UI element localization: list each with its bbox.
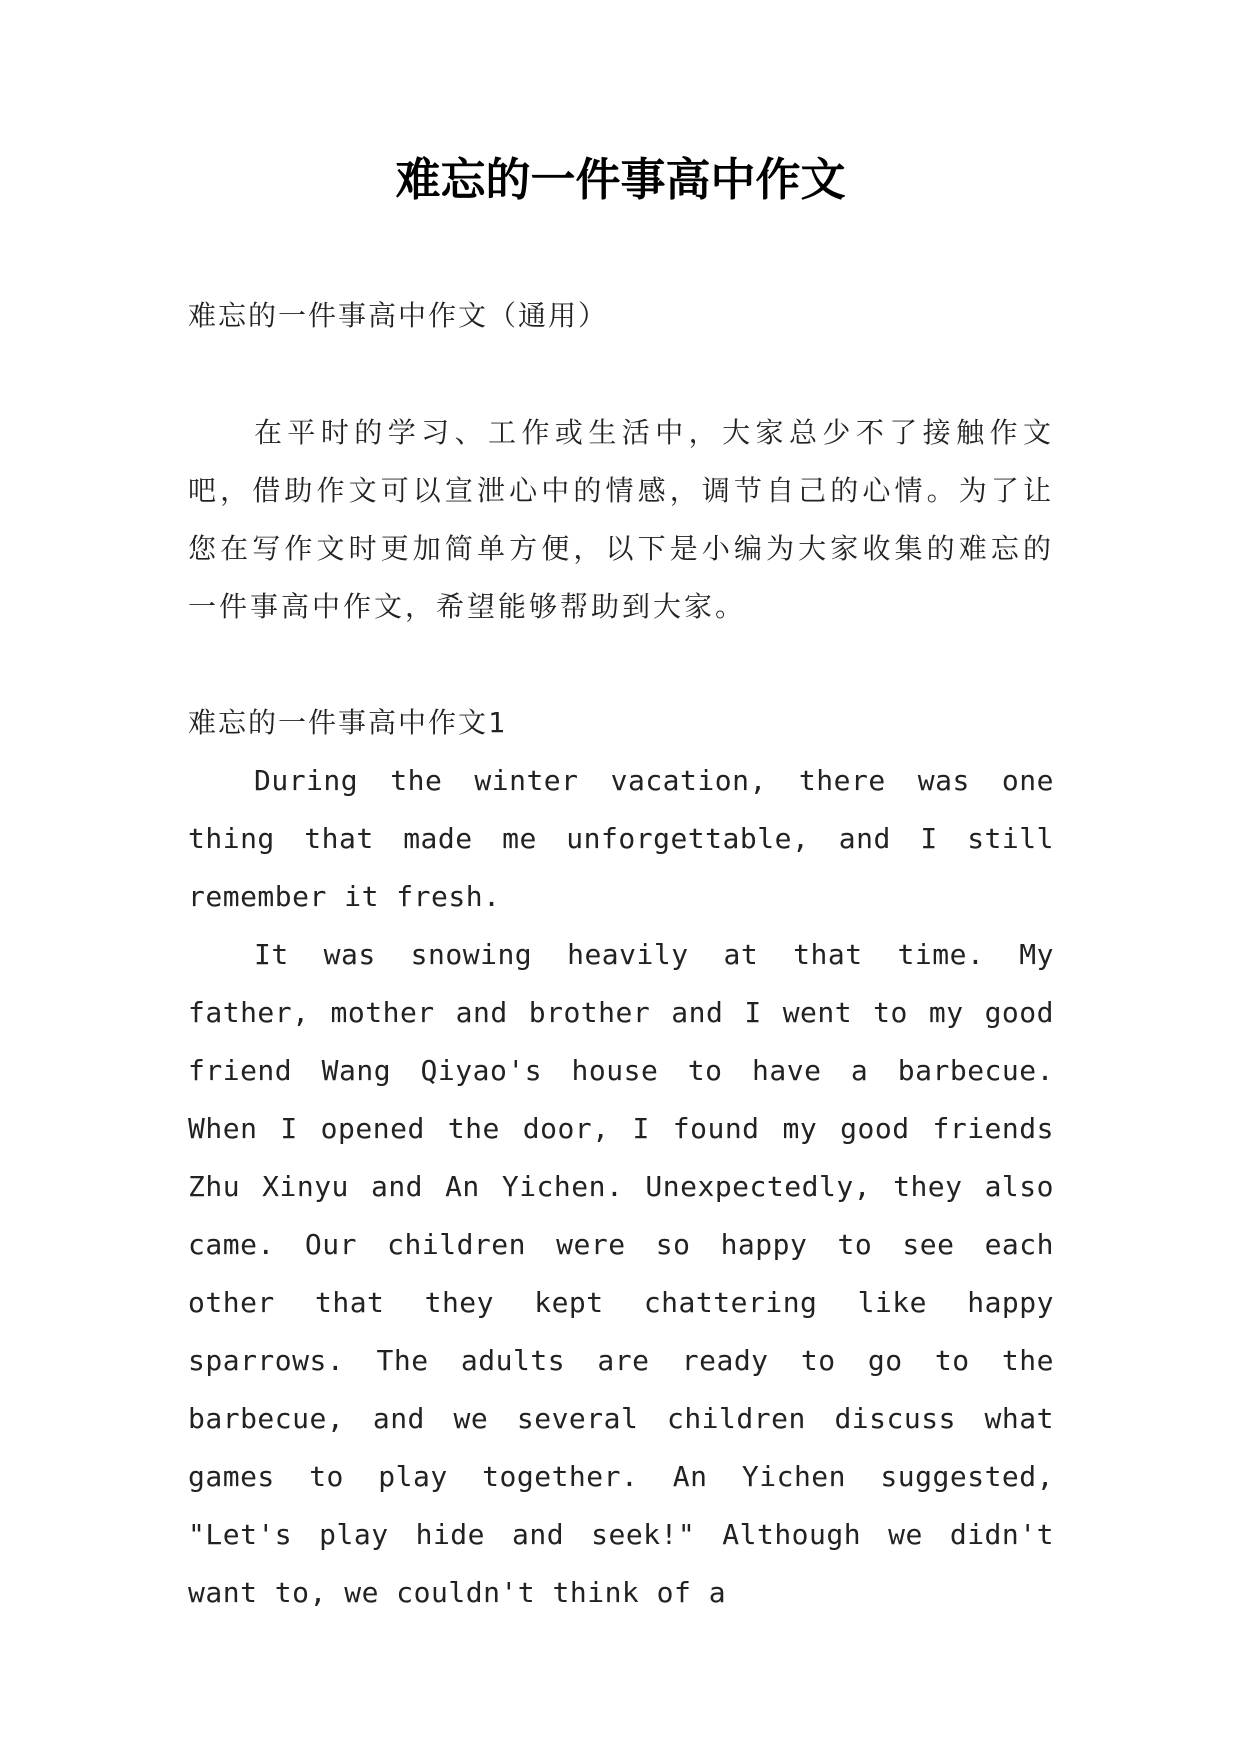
- document-title: 难忘的一件事高中作文: [395, 153, 846, 206]
- section-heading: 难忘的一件事高中作文1: [188, 706, 507, 739]
- intro-paragraph: 在平时的学习、工作或生活中，大家总少不了接触作文吧，借助作文可以宣泄心中的情感，调节自己的心情。为了让您在写作文时更加简单方便，以下是小编为大家收集的难忘的一件事高中作文，希望能够帮助到大家。: [188, 416, 1054, 623]
- document-subtitle: 难忘的一件事高中作文（通用）: [188, 299, 609, 332]
- essay-paragraph-2: It was snowing heavily at that time. My father, mother and brother and I went to my good friend Wang Qiyao's house to have a barbecue. When I opened the door, I found my good friends Zhu Xinyu and An Yichen. Unexpectedly, they also came. Our children were so happy to see each other that they kept chattering like happy sparrows. The adults are ready to go to the barbecue, and we several children discuss what games to play together. An Yichen suggested, "Let's play hide and seek!" Although we didn't want to, we couldn't think of a: [188, 938, 1054, 1609]
- essay-paragraph-1: During the winter vacation, there was one thing that made me unforgettable, and I still remember it fresh.: [188, 764, 1054, 913]
